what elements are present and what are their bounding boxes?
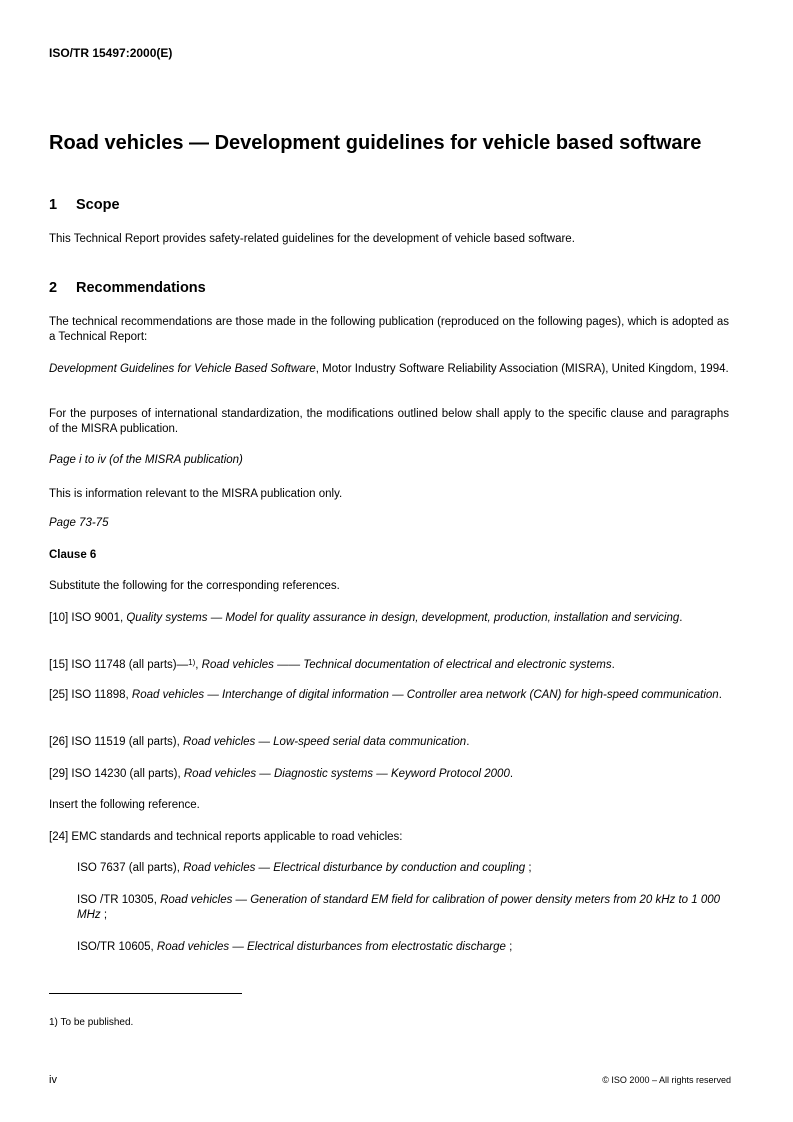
emc-item xyxy=(77,861,731,876)
standard-number: ISO /TR 10305, xyxy=(77,894,161,906)
publication-title: Development Guidelines for Vehicle Based Software xyxy=(49,363,316,375)
standard-title: Road vehicles — Electrical disturbances from electrostatic discharge xyxy=(156,941,506,953)
item-suffix: ; xyxy=(525,862,532,874)
reference-separator: , xyxy=(195,659,202,671)
reference-number: [10] ISO 9001, xyxy=(49,612,127,624)
publication-details: , Motor Industry Software Reliability Association (MISRA), United Kingdom, 1994. xyxy=(315,363,729,375)
scope-paragraph: This Technical Report provides safety-related guidelines for the development of vehicle based software. xyxy=(49,233,575,245)
standard-title: Road vehicles — Electrical disturbance by conduction and coupling xyxy=(183,862,526,874)
page-i-iv-label: Page i to iv (of the MISRA publication) xyxy=(49,454,243,466)
section-number: 2 xyxy=(49,280,58,296)
section-number: 1 xyxy=(49,197,58,213)
reference-title: Road vehicles —— Technical documentation of electrical and electronic systems xyxy=(201,659,612,671)
reference-suffix: . xyxy=(718,689,722,701)
reference-number: [26] ISO 11519 (all parts), xyxy=(49,736,184,748)
reference-suffix: . xyxy=(466,736,470,748)
reference-suffix: . xyxy=(611,659,615,671)
recommendations-intro: The technical recommendations are those made in the following publication (reproduced on the following pages), which is adopted as a Technical Report: xyxy=(49,316,729,343)
reference-25 xyxy=(49,688,731,703)
emc-item xyxy=(77,893,731,922)
item-suffix: ; xyxy=(505,941,513,953)
footnote-mark: 1) xyxy=(188,658,196,667)
item-suffix: ; xyxy=(100,908,108,921)
reference-number: [15] ISO 11748 (all parts)— xyxy=(49,659,189,671)
section-1-heading xyxy=(49,197,120,213)
section-title: Recommendations xyxy=(76,280,206,296)
insert-paragraph: Insert the following reference. xyxy=(49,799,200,811)
publication-reference xyxy=(49,362,729,377)
footnote: 1) To be published. xyxy=(49,1017,134,1028)
standard-title: Road vehicles — Generation of standard EM field for calibration of power density meters from 20 kHz to 1 000 MHz xyxy=(77,894,721,921)
reference-title: Road vehicles — Diagnostic systems — Keyword Protocol 2000 xyxy=(183,768,510,780)
page-73-75-label: Page 73-75 xyxy=(49,517,109,529)
reference-26 xyxy=(49,735,731,750)
reference-title: Road vehicles — Interchange of digital information — Controller area network (CAN) for high-speed communication xyxy=(131,689,719,701)
section-title: Scope xyxy=(76,197,120,213)
standard-number: ISO 7637 (all parts), xyxy=(77,862,184,874)
reference-title: Quality systems — Model for quality assurance in design, development, production, installation and servicing xyxy=(126,612,680,624)
copyright-notice: © ISO 2000 – All rights reserved xyxy=(602,1075,731,1085)
reference-title: Road vehicles — Low-speed serial data communication xyxy=(183,736,467,748)
reference-24: [24] EMC standards and technical reports applicable to road vehicles: xyxy=(49,831,403,843)
section-2-heading xyxy=(49,280,206,296)
reference-15 xyxy=(49,656,731,673)
reference-number: [25] ISO 11898, xyxy=(49,689,132,701)
info-paragraph: This is information relevant to the MISRA publication only. xyxy=(49,488,343,500)
standard-number: ISO/TR 10605, xyxy=(77,941,157,953)
reference-suffix: . xyxy=(509,768,514,780)
footnote-divider xyxy=(49,993,242,994)
page-title: Road vehicles — Development guidelines for vehicle based software xyxy=(49,132,702,154)
document-id-header: ISO/TR 15497:2000(E) xyxy=(49,46,173,60)
emc-item xyxy=(77,940,731,955)
reference-29 xyxy=(49,767,731,782)
page-number: iv xyxy=(49,1074,57,1086)
reference-10 xyxy=(49,611,731,626)
reference-number: [29] ISO 14230 (all parts), xyxy=(49,768,184,780)
clause-6-heading: Clause 6 xyxy=(49,549,97,561)
purposes-paragraph: For the purposes of international standardization, the modifications outlined below shall apply to the specific clause and paragraphs of the MISRA publication. xyxy=(49,408,729,435)
reference-suffix: . xyxy=(679,612,683,624)
substitute-paragraph: Substitute the following for the corresponding references. xyxy=(49,580,340,592)
